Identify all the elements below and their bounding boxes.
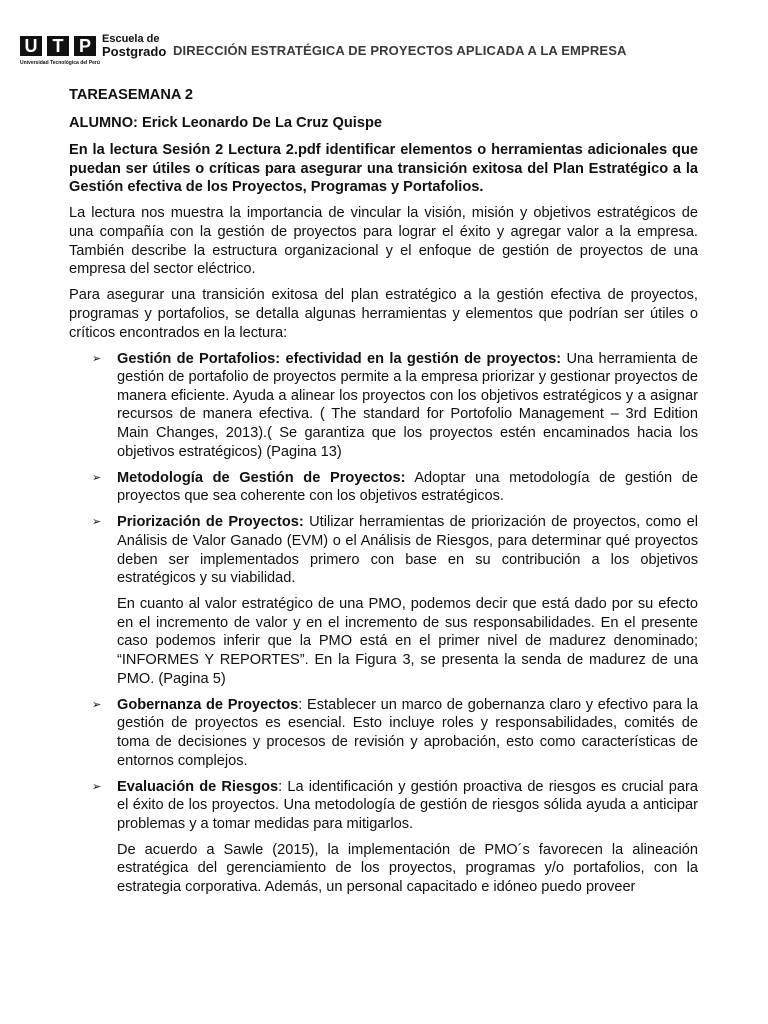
bullet-text: Utilizar herramientas de priorización de proyectos, como el Análisis de Valor Ganado (EVM) o el Análisis de Riesgos, para determinar qué proyectos deben ser implementados primero con base en su contribución a los objetivos estratégicos y su viabilidad. bbox=[117, 514, 698, 587]
task-title: TAREASEMANA 2 bbox=[69, 87, 194, 103]
logo-letter-t: T bbox=[47, 36, 69, 56]
arrow-bullet-icon: ➢ bbox=[92, 516, 102, 529]
bullet-item bbox=[69, 513, 698, 688]
bullet-text: Adoptar una metodología de gestión de proyectos que sea coherente con los objetivos estratégicos. bbox=[117, 469, 698, 505]
bullet-text: : La identificación y gestión proactiva de riesgos es crucial para el éxito de los proyectos. Una metodología de gestión de riesgos sólida ayuda a anticipar problemas y a tomar medidas para mitigarlos. bbox=[117, 778, 698, 832]
bullet-paragraph bbox=[117, 513, 698, 587]
logo-university: Universidad Tecnológica del Perú bbox=[20, 60, 100, 66]
logo-school-name bbox=[102, 34, 166, 59]
bullet-extra-paragraph: En cuanto al valor estratégico de una PMO, podemos decir que está dado por su efecto en el incremento de valor y en el incremento de sus responsabilidades. En el presente caso podemos inferir que la PMO está en el primer nivel de madurez denominado; “INFORMES Y REPORTES”. En la Figura 3, se presenta la senda de madurez de una PMO. (Pagina 5) bbox=[117, 596, 698, 687]
arrow-bullet-icon: ➢ bbox=[92, 352, 102, 365]
bullet-term: Priorización de Proyectos: bbox=[117, 514, 304, 531]
bullet-paragraph bbox=[117, 778, 698, 834]
bullet-paragraph bbox=[117, 696, 698, 770]
bullet-text: : Establecer un marco de gobernanza claro y efectivo para la gestión de proyectos es esencial. Esto incluye roles y responsabilidades, comités de toma de decisiones y procesos de revisión y aprobación, esto como características de entornos complejos. bbox=[117, 696, 698, 769]
course-title: DIRECCIÓN ESTRATÉGICA DE PROYECTOS APLICADA A LA EMPRESA bbox=[173, 43, 627, 58]
logo-school-line2: Postgrado bbox=[102, 44, 167, 59]
logo-letter-p: P bbox=[74, 36, 96, 56]
logo-school-line1: Escuela de bbox=[102, 33, 160, 45]
bullet-item bbox=[69, 696, 698, 770]
question-paragraph: En la lectura Sesión 2 Lectura 2.pdf identificar elementos o herramientas adicionales que puedan ser útiles o críticas para asegurar una transición exitosa del Plan Estratégico a la Gestión efectiva de los Proyectos, Programas y Portafolios. bbox=[69, 142, 698, 196]
bullet-paragraph bbox=[117, 350, 698, 462]
bullet-term: Metodología de Gestión de Proyectos: bbox=[117, 469, 406, 486]
bullet-term: Gobernanza de Proyectos bbox=[117, 696, 299, 713]
intro-paragraph-1: La lectura nos muestra la importancia de vincular la visión, misión y objetivos estratégicos de una compañía con la gestión de proyectos para lograr el éxito y agregar valor a la empresa. También describe la estructura organizacional y el enfoque de gestión de proyectos de una empresa del sector eléctrico. bbox=[69, 205, 698, 278]
page-header bbox=[20, 34, 760, 68]
arrow-bullet-icon: ➢ bbox=[92, 698, 102, 711]
logo-letter-u: U bbox=[20, 36, 42, 56]
arrow-bullet-icon: ➢ bbox=[92, 780, 102, 793]
bullet-item bbox=[69, 469, 698, 506]
student-name: ALUMNO: Erick Leonardo De La Cruz Quispe bbox=[69, 114, 382, 131]
bullet-text: Una herramienta de gestión de portafolio de proyectos permite a la empresa priorizar y gestionar proyectos de manera eficiente. Ayuda a alinear los proyectos con los objetivos estratégicos y a asignar recursos de manera efectiva. ( The standard for Portofolio Management – 3rd Edition Main Changes, 2013).( Se garantiza que los proyectos estén encaminados hacia los objetivos estratégicos) (Pagina 13) bbox=[117, 350, 698, 460]
arrow-bullet-icon: ➢ bbox=[92, 471, 102, 484]
bullet-extra-paragraph: De acuerdo a Sawle (2015), la implementación de PMO´s favorecen la alineación estratégica del gerenciamiento de los proyectos, programas y/o portafolios, con la estrategia corporativa. Además, un personal capacitado e idóneo puedo proveer bbox=[117, 841, 698, 896]
bullet-paragraph bbox=[117, 469, 698, 506]
bullet-term: Evaluación de Riesgos bbox=[117, 778, 279, 795]
bullet-list bbox=[69, 350, 698, 897]
document-body bbox=[69, 86, 698, 904]
bullet-item bbox=[69, 350, 698, 462]
bullet-item bbox=[69, 778, 698, 897]
bullet-term: Gestión de Portafolios: efectividad en la gestión de proyectos: bbox=[117, 350, 562, 367]
intro-paragraph-2: Para asegurar una transición exitosa del plan estratégico a la gestión efectiva de proyectos, programas y portafolios, se detalla algunas herramientas y elementos que podrían ser útiles o críticos encontrados en la lectura: bbox=[69, 287, 698, 341]
utp-logo bbox=[20, 34, 170, 68]
